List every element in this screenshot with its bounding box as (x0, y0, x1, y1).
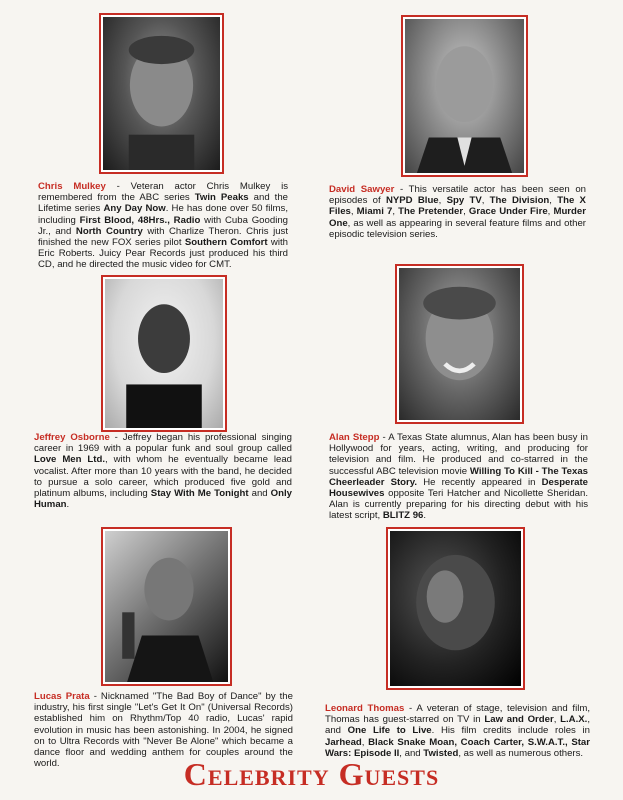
bio-title: Stay With Me Tonight (150, 488, 249, 500)
guest-name: Jeffrey Osborne (34, 432, 110, 443)
guest-name: Chris Mulkey (38, 181, 106, 192)
guest-name: David Sawyer (329, 184, 395, 195)
bio-text: , and (325, 714, 590, 737)
bio-chris-mulkey (38, 181, 288, 271)
photo-alan-stepp (395, 264, 524, 424)
bio-title: Twin Peaks (194, 192, 249, 204)
bio-title: Black Snake Moan, Coach Carter, S.W.A.T., Star Wars: Episode II (325, 736, 590, 759)
bio-title: Willing To Kill - The Texas Cheerleader Story. (329, 465, 588, 488)
bio-text: and (248, 488, 271, 500)
photo-lucas-prata (101, 527, 232, 686)
bio-text: - A Texas State alumnus, Alan has been busy in Hollywood for years, acting, writing, and producing for television and film. He produced and co-starred in the successful ABC television movie (329, 432, 588, 477)
bio-title: The X Files (329, 195, 586, 218)
bio-text: . (66, 499, 70, 511)
bio-title: Southern Comfort (184, 237, 268, 249)
bio-text: , as well as appearing in several feature films and other episodic television series. (329, 217, 586, 240)
bio-title: Miami 7 (356, 206, 393, 218)
photo-david-sawyer (401, 15, 528, 177)
bio-title: Murder One (329, 206, 586, 229)
bio-alan-stepp (329, 432, 588, 522)
photo-chris-mulkey (99, 13, 224, 174)
bio-text: - Veteran actor Chris Mulkey is remembered from the ABC series (38, 181, 288, 204)
photo-jeffrey-osborne (101, 275, 227, 432)
bio-text: , (547, 206, 554, 218)
bio-text: with Charlize Theron. Chris just finished the new FOX series pilot (38, 225, 289, 249)
guest-name: Lucas Prata (34, 691, 90, 702)
bio-text: , (553, 714, 561, 726)
bio-title: Law and Order (484, 714, 554, 726)
bio-title: Love Men Ltd. (34, 454, 106, 466)
bio-jeffrey-osborne (34, 432, 292, 510)
bio-title: BLITZ 96 (382, 510, 424, 522)
bio-text: , and (399, 747, 424, 759)
bio-text: , (438, 195, 447, 207)
bio-text: , with whom he eventually became lead vocalist. After more than 10 years with the band, he decided to pursue a solo career, which produced five gold and platinum albums, including (34, 454, 293, 500)
bio-text: . (423, 510, 427, 522)
bio-text: , (350, 206, 357, 218)
bio-title: Any Day Now (103, 203, 166, 215)
bio-title: Jarhead (325, 736, 362, 748)
bio-title: Grace Under Fire (468, 206, 548, 218)
guest-name: Leonard Thomas (325, 703, 405, 714)
bio-text: with Cuba Gooding Jr., and (38, 214, 288, 237)
bio-title: L.A.X. (560, 714, 588, 726)
bio-leonard-thomas (325, 703, 590, 759)
bio-text: , as well as numerous others. (458, 747, 584, 759)
bio-text: with Eric Roberts. Juicy Pear Records just produced his third CD, and he directed the music video for CMT. (38, 237, 288, 271)
bio-title: First Blood, 48Hrs., Radio (79, 214, 201, 226)
bio-title: North Country (75, 225, 143, 237)
bio-title: Desperate Housewives (329, 476, 588, 500)
bio-text: . His film credits include roles in (431, 725, 590, 737)
bio-title: Spy TV (446, 195, 482, 207)
bio-david-sawyer (329, 184, 586, 240)
bio-text: , (481, 195, 490, 207)
bio-title: The Pretender (398, 206, 464, 218)
bio-title: NYPD Blue (385, 195, 439, 207)
bio-title: The Division (489, 195, 550, 207)
bio-text: - Nicknamed "The Bad Boy of Dance" by the industry, his first single "Let's Get It On" (Universal Records) established him on Rhythm/Top 40 radio, Lucas' rapid evolution in music has been astonishing. In 2004, he signed on to Ultra Records with "Never Be Alone" which became a dance floor and wedding anthem for couples around the world. (34, 691, 293, 770)
bio-text: , (392, 206, 399, 218)
bio-text: and the Lifetime series (38, 192, 288, 215)
page-title: Celebrity Guests (183, 756, 440, 792)
bio-title: Only Human (34, 488, 292, 511)
bio-text: He recently appeared in (417, 476, 542, 488)
bio-text: , (361, 736, 369, 748)
bio-text: , (549, 195, 558, 207)
bio-text: - A veteran of stage, television and film, Thomas has guest-starred on TV in (325, 703, 590, 726)
guest-name: Alan Stepp (329, 432, 380, 443)
bio-text: , (463, 206, 469, 218)
bio-text: . He has done over 50 films, including (38, 203, 288, 226)
bio-text: - This versatile actor has been seen on episodes of (329, 184, 586, 207)
bio-text: opposite Teri Hatcher and Nicollette Sheridan. Alan is currently preparing for his directing debut with his latest script, (329, 488, 588, 522)
bio-text: - Jeffrey began his professional singing career in 1969 with a popular funk and soul group called (34, 432, 292, 455)
photo-leonard-thomas (386, 527, 525, 690)
bio-title: One Life to Live (347, 725, 432, 737)
bio-title: Twisted (423, 747, 459, 759)
